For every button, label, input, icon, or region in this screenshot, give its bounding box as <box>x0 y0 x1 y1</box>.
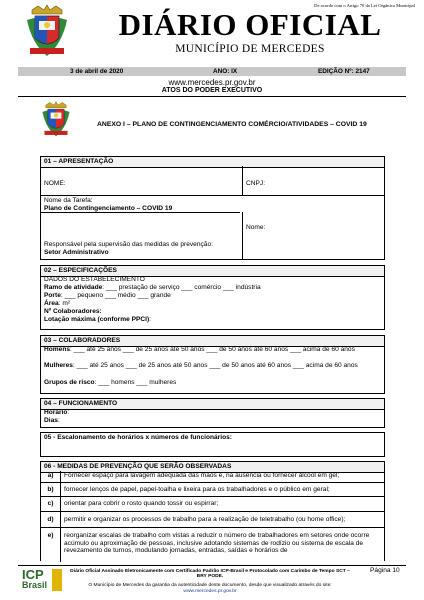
homens-line[interactable]: Homens: ___ até 25 anos ___ de 25 anos até 50 anos ___ de 50 anos até 60 anos ___ acima de 60 anos <box>44 346 355 353</box>
section-heading: 02 – ESPECIFICAÇÕES <box>41 266 384 277</box>
annex-title: ANEXO I – PLANO DE CONTINGENCIAMENTO COMÉRCIO/ATIVIDADES – COVID 19 <box>97 121 367 128</box>
footer-signature-note: Diário Oficial Assinado Eletronicamente com Certificado Padrão ICP-Brasil e Protocolado com Carimbo de Tempo SCT – BRY PODE. <box>70 569 350 579</box>
section-heading: 04 – FUNCIONAMENTO <box>41 399 384 410</box>
porte-line[interactable]: Porte: ___ pequeno ___ médio ___ grande <box>44 292 171 299</box>
legal-note: De acordo com o Artigo 70 da Lei Orgânica Municipal <box>314 3 415 8</box>
measure-item: d) permitir e organizar os processos de trabalho para a realização de teletrabalho (ou home office); <box>41 512 384 528</box>
nome2-field[interactable]: Nome: <box>246 224 266 231</box>
municipal-coat-of-arms <box>24 4 70 60</box>
responsible-value: Setor Administrativo <box>44 249 109 256</box>
edition-number: EDIÇÃO Nº: 2147 <box>318 68 370 75</box>
dias-line[interactable]: Dias: <box>44 417 60 424</box>
footer-authenticity-note: O Município de Mercedes da garantia da autenticidade deste documento, desde que visualizado através do site: <box>88 583 332 588</box>
section-heading: 03 – COLABORADORES <box>41 336 384 347</box>
small-coat-of-arms <box>40 101 72 139</box>
section-especificacoes <box>40 265 385 330</box>
divider <box>18 96 406 97</box>
task-value: Plano de Contingenciamento – COVID 19 <box>44 205 173 212</box>
publication-title: DIÁRIO OFICIAL <box>118 7 382 42</box>
section-heading: 06 - MEDIDAS DE PREVENÇÃO QUE SERÃO OBSERVADAS <box>41 462 384 473</box>
responsible-label: Responsável pela supervisão das medidas de prevenção: <box>44 241 213 248</box>
section-title: ATOS DO PODER EXECUTIVO <box>161 87 263 94</box>
nome-field[interactable]: NOME: <box>44 180 66 187</box>
icp-brasil-logo: ICP Brasil <box>18 565 64 597</box>
section-medidas-prevencao <box>40 461 385 561</box>
section-escalonamento <box>40 432 385 457</box>
ramo-line[interactable]: Ramo de atividade: ___ prestação de serviço ___ comércio ___ indústria <box>44 284 261 291</box>
edition-year: ANO: IX <box>213 68 238 75</box>
grupos-risco-line[interactable]: Grupos de risco: ___ homens ___ mulheres <box>44 379 177 386</box>
dados-label: DADOS DO ESTABELECIMENTO <box>44 276 145 283</box>
colaboradores-line[interactable]: Nº Colaboradores: <box>44 308 102 315</box>
section-heading: 01 – APRESENTAÇÃO <box>41 157 384 168</box>
edition-bar <box>18 67 406 76</box>
section-apresentacao <box>40 156 385 260</box>
edition-date: 3 de abril de 2020 <box>70 68 124 75</box>
cnpj-field[interactable]: CNPJ: <box>246 180 266 187</box>
lotacao-line[interactable]: Lotação máxima (conforme PPCI): <box>44 316 152 323</box>
horario-line[interactable]: Horário: <box>44 409 70 416</box>
measure-item: c) orientar para cobrir o rosto quando tossir ou espirrar; <box>41 497 384 512</box>
mulheres-line[interactable]: Mulheres: ___ até 25 anos ___ de 25 anos até 50 anos ___ de 50 anos até 60 anos ___ acima de 60 anos <box>44 362 358 369</box>
municipality-name: MUNICÍPIO DE MERCEDES <box>175 43 325 55</box>
measure-item: b) fornecer lenços de papel, papel-toalha e lixeira para os trabalhadores e o público em geral; <box>41 483 384 497</box>
section-funcionamento <box>40 398 385 428</box>
section-heading: 05 - Escalonamento de horários x números de funcionários: <box>44 434 232 441</box>
area-line[interactable]: Área: m² <box>44 300 71 307</box>
measure-item: a) Fornecer espaço para lavagem adequada das mãos e, na ausência ou fornecer álcool em gel; <box>41 471 384 483</box>
footer-site-link[interactable]: www.mercedes.pr.gov.br <box>183 589 237 594</box>
section-colaboradores <box>40 335 385 394</box>
website-link[interactable]: www.mercedes.pr.gov.br <box>168 78 256 87</box>
task-label: Nome da Tarefa: <box>44 197 93 204</box>
page-number: Página 10 <box>370 567 400 574</box>
measure-item: e) reorganizar escalas de trabalho com vistas a reduzir o número de trabalhadores em setores onde ocorre acúmulo ou aproximação de pessoas, inclusive adotando sistemas de rodízio ou sistema de escala de revezamento de turnos, modulando jornadas, entradas, saídas e horários de <box>41 528 384 562</box>
